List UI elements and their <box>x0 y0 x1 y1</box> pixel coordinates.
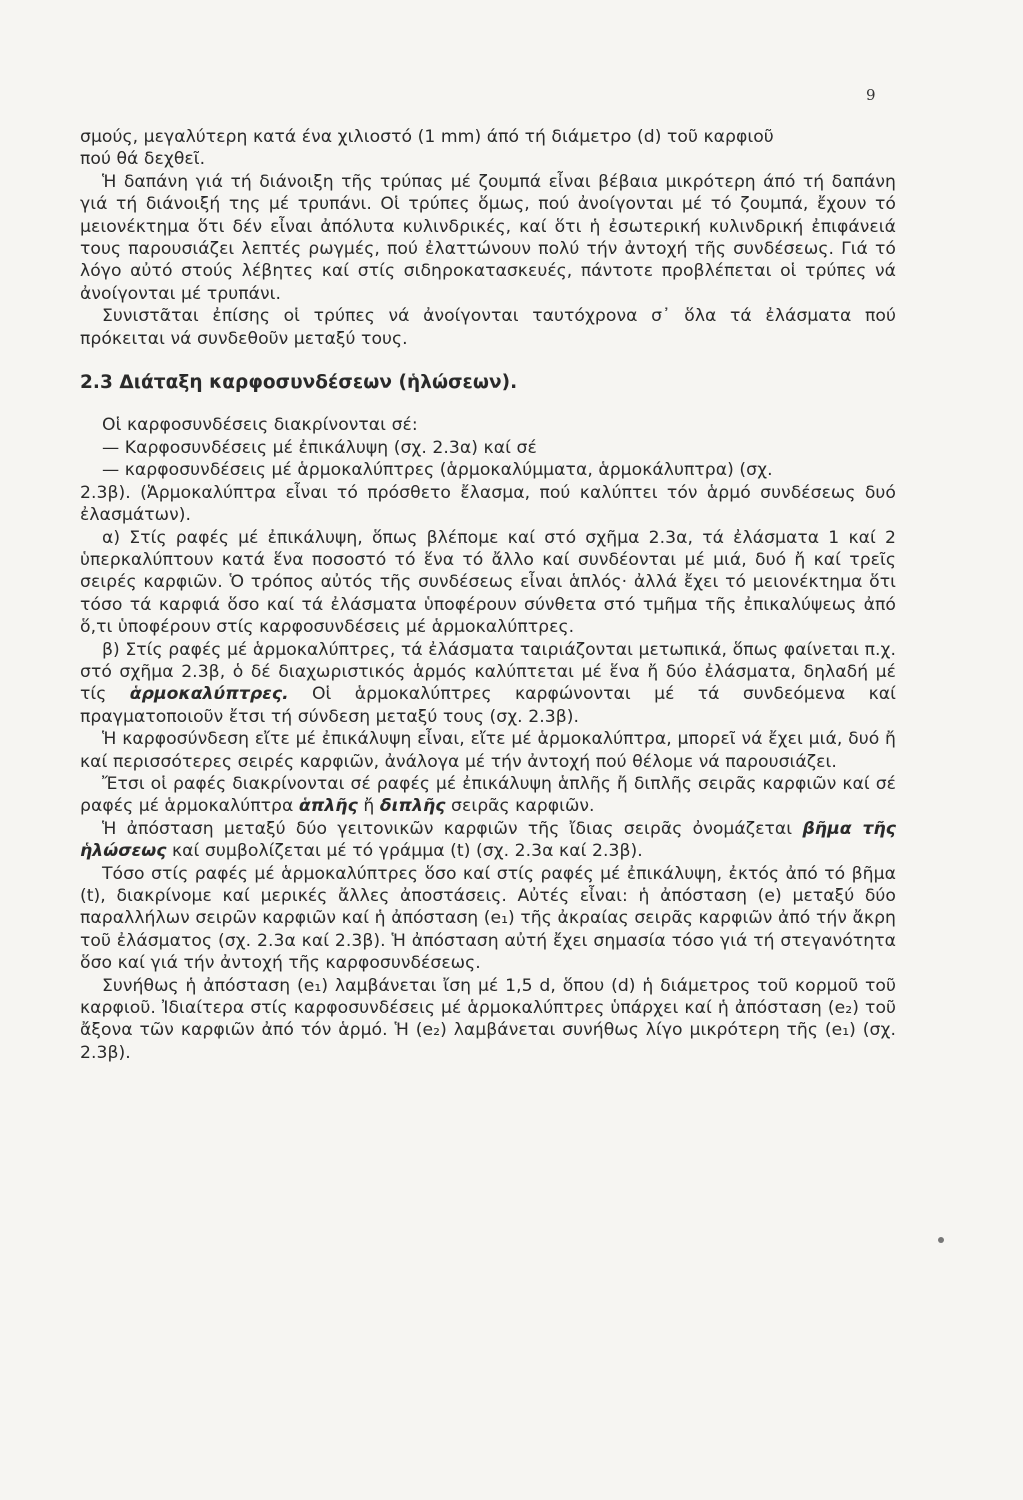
paragraph-10 <box>80 773 896 818</box>
body-text <box>80 126 896 1064</box>
p10-mid: ἤ <box>357 796 380 817</box>
list-item-1: — Καρφοσυνδέσεις μέ ἐπικάλυψη (σχ. 2.3α) καί σέ <box>102 437 537 458</box>
p11-text-b: καί συμβολίζεται μέ τό γράμμα (t) (σχ. 2.3α καί 2.3β). <box>166 841 643 862</box>
p8-text-b: Οἱ ἁρμοκαλύπτρες καρφώνονται μέ τά συνδεόμενα καί πραγματοποιοῦν ἔτσι τή σύνδεση μεταξύ τους (σχ. 2.3β). <box>80 684 897 727</box>
p10-text-b: σειρᾶς καρφιῶν. <box>445 796 595 817</box>
section-heading: 2.3 Διάταξη καρφοσυνδέσεων (ἡλώσεων). <box>80 372 518 394</box>
margin-dot-mark <box>938 1237 944 1243</box>
paragraph-13: Συνήθως ἡ ἀπόσταση (e₁) λαμβάνεται ἴση μέ 1,5 d, ὅπου (d) ἡ διάμετρος τοῦ κορμοῦ τοῦ καρφιοῦ. Ἰδιαίτερα στίς καρφοσυνδέσεις μέ ἁρμοκαλύπτρες ὑπάρχει καί ἡ ἀπόσταση (e₂) τοῦ ἄξονα τῶν καρφιῶν ἀπό τόν ἁρμό. Ἡ (e₂) λαμβάνεται συνήθως λίγο μικρότερη τῆς (e₁) (σχ. 2.3β). <box>80 975 896 1063</box>
page-number: 9 <box>866 86 876 104</box>
p8-text-a: β) Στίς ραφές μέ ἁρμοκαλύπτρες, τά ἐλάσματα ταιριάζονται μετωπικά, ὅπως φαίνεται π.χ. στό σχῆμα 2.3β, ὁ δέ διαχωριστικός ἁρμός καλύπτεται μέ ἕνα ἤ δύο ἐλάσματα, δηλαδή μέ τίς <box>80 639 896 705</box>
paragraph-b <box>80 639 896 729</box>
p1-line2: πού θά δεχθεῖ. <box>80 149 206 170</box>
p10-bold-2: διπλῆς <box>379 796 446 817</box>
paragraph-4: Οἱ καρφοσυνδέσεις διακρίνονται σέ: <box>102 415 418 436</box>
list-item-2-line1: — καρφοσυνδέσεις μέ ἁρμοκαλύπτρες (ἁρμοκαλύμματα, ἁρμοκάλυπτρα) (σχ. <box>102 460 773 481</box>
p1-line1: σμούς, μεγαλύτερη κατά ένα χιλιοστό (1 mm) άπό τή διάμετρο (d) τοῦ καρφιοῦ <box>80 127 774 147</box>
p8-bold: ἁρμοκαλύπτρες. <box>129 684 289 705</box>
paragraph-a: α) Στίς ραφές μέ ἐπικάλυψη, ὅπως βλέπομε καί στό σχῆμα 2.3α, τά ἐλάσματα 1 καί 2 ὑπερκαλύπτουν κατά ἕνα ποσοστό τό ἕνα τό ἄλλο καί συνδέονται μέ μιά, δυό ἤ καί τρεῖς σειρές καρφιῶν. Ὁ τρόπος αὐτός τῆς συνδέσεως εἶναι ἁπλός· ἀλλά ἔχει τό μειονέκτημα ὅτι τόσο τά καρφιά ὅσο καί τά ἐλάσματα ὑποφέρουν σύνθετα στό τμῆμα τῆς ἐπικαλύψεως ἀπό ὅ,τι ὑποφέρουν στίς καρφοσυνδέσεις μέ ἁρμοκαλύπτρες. <box>80 527 896 638</box>
paragraph-1 <box>80 126 896 171</box>
list-item-2-rest: 2.3β). (Ἁρμοκαλύπτρα εἶναι τό πρόσθετο ἔλασμα, πού καλύπτει τόν ἁρμό συνδέσεως δυό ἐλασμάτων). <box>80 482 896 526</box>
paragraph-2: Ἡ δαπάνη γιά τή διάνοιξη τῆς τρύπας μέ ζουμπά εἶναι βέβαια μικρότερη άπό τή δαπάνη γιά τή διάνοιξή της μέ τρυπάνι. Οἱ τρύπες ὅμως, πού ἀνοίγονται μέ τό ζουμπά, ἔχουν τό μειονέκτημα ὅτι δέν εἶναι ἀπόλυτα κυλινδρικές, καί ὅτι ἡ ἐσωτερική κυλινδρική ἐπιφάνειά τους παρουσιάζει λεπτές ρωγμές, πού ἐλαττώνουν πολύ τήν ἀντοχή τῆς συνδέσεως. Γιά τό λόγο αὐτό στούς λέβητες καί στίς σιδηροκατασκευές, πάντοτε προβλέπεται οἱ τρύπες νά ἀνοίγονται μέ τρυπάνι. <box>80 171 896 304</box>
paragraph-12: Τόσο στίς ραφές μέ ἁρμοκαλύπτρες ὅσο καί στίς ραφές μέ ἐπικάλυψη, ἐκτός ἀπό τό βῆμα (t), διακρίνομε καί μερικές ἄλλες ἀποστάσεις. Αὐτές εἶναι: ἡ ἀπόσταση (e) μεταξύ δύο παραλλήλων σειρῶν καρφιῶν καί ἡ ἀπόσταση (e₁) τῆς ἀκραίας σειρᾶς καρφιῶν ἀπό τήν ἄκρη τοῦ ἐλάσματος (σχ. 2.3α καί 2.3β). Ἡ ἀπόσταση αὐτή ἔχει σημασία τόσο γιά τή στεγανότητα ὅσο καί γιά τήν ἀντοχή τῆς καρφοσυνδέσεως. <box>80 863 896 974</box>
paragraph-3: Συνιστᾶται ἐπίσης οἱ τρύπες νά ἀνοίγονται ταυτόχρονα σ᾽ ὅλα τά ἐλάσματα πού πρόκειται νά συνδεθοῦν μεταξύ τους. <box>80 306 896 349</box>
p11-text-a: Ἡ ἀπόσταση μεταξύ δύο γειτονικῶν καρφιῶν τῆς ἴδιας σειρᾶς ὀνομάζεται <box>102 818 803 839</box>
p10-bold-1: ἁπλῆς <box>298 796 358 817</box>
p11-bold: βῆμα τῆς ἡλώσεως <box>80 818 896 862</box>
p10-text-a: Ἔτσι οἱ ραφές διακρίνονται σέ ραφές μέ ἐπικάλυψη ἁπλῆς ἤ διπλῆς σειρᾶς καρφιῶν καί σέ ραφές μέ ἁρμοκαλύπτρα <box>80 773 896 817</box>
paragraph-11 <box>80 818 896 863</box>
list-item-2 <box>80 459 896 526</box>
paragraph-9: Ἡ καρφοσύνδεση εἴτε μέ ἐπικάλυψη εἶναι, εἴτε μέ ἁρμοκαλύπτρα, μπορεῖ νά ἔχει μιά, δυό ἤ καί περισσότερες σειρές καρφιῶν, ἀνάλογα μέ τήν ἀντοχή πού θέλομε νά παρουσιάζει. <box>80 729 896 772</box>
